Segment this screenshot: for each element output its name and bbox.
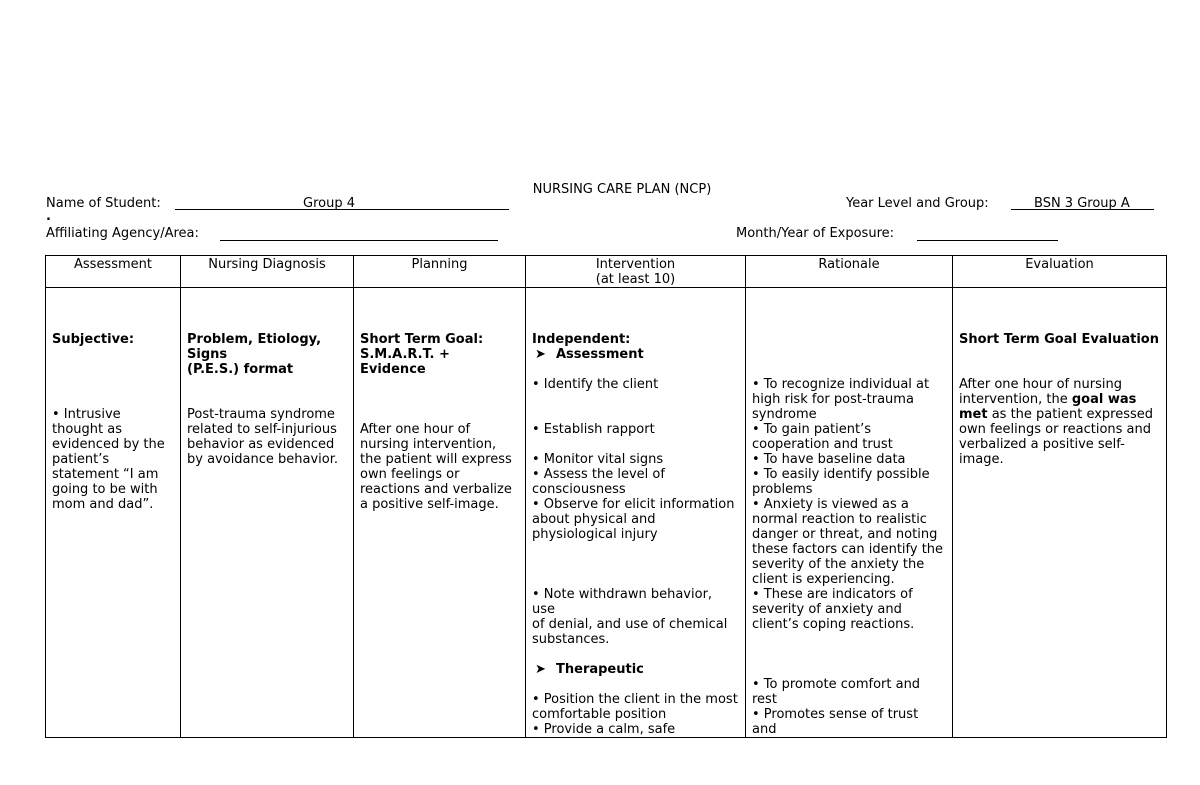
- table-row: [46, 288, 1167, 738]
- col-header-nursing-diagnosis: Nursing Diagnosis: [181, 256, 354, 288]
- care-plan-table: [45, 255, 1167, 738]
- intervention-heading: Independent:: [532, 332, 631, 347]
- rationale-cell: [746, 288, 953, 738]
- table-header-row: [46, 256, 1167, 288]
- intervention-withdrawn: • Note withdrawn behavior, use of denial, and use of chemical substances.: [532, 587, 728, 647]
- year-label: Year Level and Group:: [846, 196, 989, 211]
- col-header-planning: Planning: [354, 256, 526, 288]
- col-header-rationale: Rationale: [746, 256, 953, 288]
- agency-value: [220, 226, 498, 241]
- chevron-right-icon: ➤: [535, 662, 546, 677]
- planning-cell: [354, 288, 526, 738]
- intervention-cell: [526, 288, 746, 738]
- year-value: BSN 3 Group A: [1011, 196, 1154, 210]
- rationale-group-1: • To recognize individual at high risk for post-trauma syndrome • To gain patient’s cooperation and trust • To have baseline data • To easily identify possible problems • Anxiety is viewed as a normal reaction to realistic danger or threat, and noting these factors can identify the severity of the anxiety the client is experiencing. • These are indicators of severity of anxiety and client’s coping reactions.: [752, 377, 944, 632]
- chevron-right-icon: ➤: [535, 347, 546, 362]
- assessment-body: • Intrusive thought as evidenced by the patient’s statement “I am going to be with mom and dad”.: [52, 407, 165, 512]
- month-field: [917, 226, 1058, 241]
- planning-body: After one hour of nursing intervention, the patient will express own feelings or reactions and verbalize a positive self-image.: [360, 422, 512, 512]
- evaluation-cell: [953, 288, 1167, 738]
- diagnosis-cell: [181, 288, 354, 738]
- evaluation-body: After one hour of nursing intervention, the goal was met as the patient expressed own feelings or reactions and verbalized a positive self- image.: [959, 377, 1154, 467]
- rationale-group-2: • To promote comfort and rest • Promotes sense of trust and: [752, 677, 921, 737]
- student-label: Name of Student:: [46, 196, 161, 211]
- diagnosis-heading: Problem, Etiology, Signs (P.E.S.) format: [187, 332, 322, 377]
- assessment-heading: Subjective:: [52, 332, 135, 347]
- agency-label: Affiliating Agency/Area:: [46, 226, 199, 241]
- intervention-sub-therapeutic: ➤ Therapeutic: [532, 662, 739, 677]
- intervention-group: • Monitor vital signs • Assess the level of consciousness • Observe for elicit information about physical and physiological injury: [532, 452, 735, 542]
- student-field: [175, 196, 509, 211]
- intervention-therapeutic: • Position the client in the most comfortable position • Provide a calm, safe: [532, 692, 738, 737]
- agency-field: [220, 226, 498, 241]
- assessment-cell: [46, 288, 181, 738]
- year-field: [1011, 196, 1154, 211]
- month-value: [917, 226, 1058, 241]
- intervention-item: • Identify the client: [532, 377, 659, 392]
- col-header-assessment: Assessment: [46, 256, 181, 288]
- planning-heading: Short Term Goal: S.M.A.R.T. + Evidence: [360, 332, 484, 377]
- diagnosis-body: Post-trauma syndrome related to self-injurious behavior as evidenced by avoidance behavior.: [187, 407, 339, 467]
- stray-dot: .: [46, 209, 51, 224]
- evaluation-heading: Short Term Goal Evaluation: [959, 332, 1159, 347]
- intervention-sub-assessment: ➤ Assessment: [532, 347, 739, 362]
- student-value: Group 4: [175, 196, 509, 210]
- page-title: NURSING CARE PLAN (NCP): [532, 182, 712, 197]
- month-label: Month/Year of Exposure:: [736, 226, 895, 241]
- intervention-item: • Establish rapport: [532, 422, 655, 437]
- col-header-intervention: Intervention (at least 10): [526, 256, 746, 288]
- col-header-evaluation: Evaluation: [953, 256, 1167, 288]
